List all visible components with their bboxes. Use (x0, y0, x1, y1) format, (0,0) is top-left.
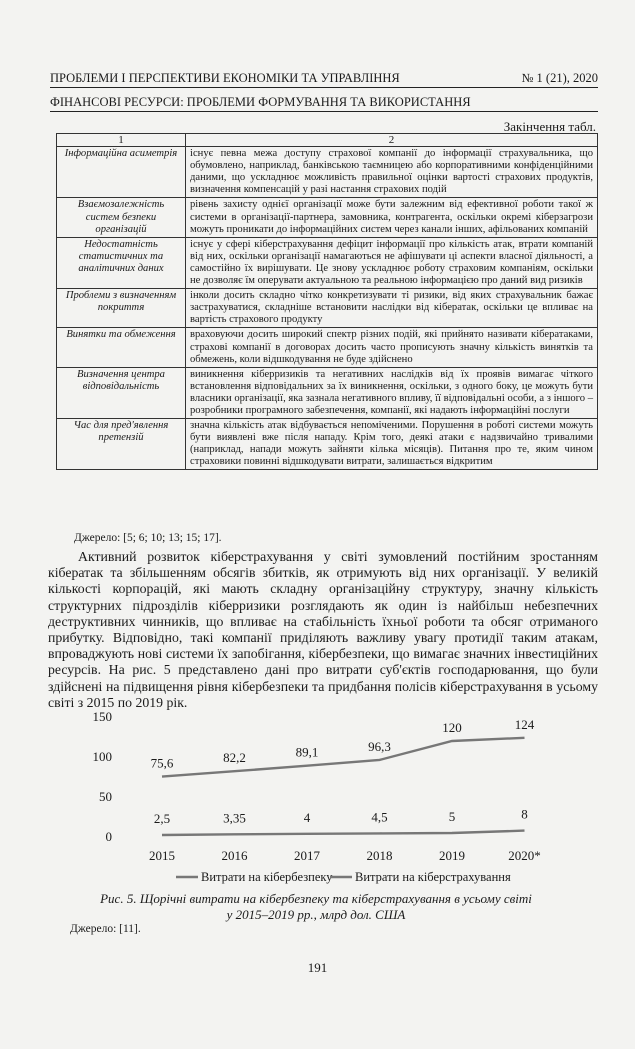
y-tick-label: 50 (99, 789, 112, 804)
data-label: 4 (303, 809, 311, 825)
x-tick-label: 2019 (439, 848, 465, 863)
row-description: рівень захисту однієї організації може бути залежним від ефективної роботи такої ж системи в організації-партнера, замовника, контрагента, оскільки окремі кіберзагрози можуть проникати до інформаційних систем через канали інших, афільованих компаній (186, 198, 598, 237)
row-term: Визначення центра відповідальність (57, 367, 186, 418)
data-label: 2,5 (153, 811, 171, 826)
y-tick-label: 150 (92, 709, 112, 724)
data-label: 4,5 (371, 809, 388, 825)
x-tick-label: 2016 (221, 848, 248, 863)
col-header-1: 1 (57, 134, 186, 147)
table-caption: Закінчення табл. (503, 119, 596, 134)
x-tick-label: 2020* (508, 848, 541, 863)
figure-caption (56, 891, 576, 922)
x-tick-label: 2018 (366, 848, 393, 863)
section-title: ФІНАНСОВІ РЕСУРСИ: ПРОБЛЕМИ ФОРМУВАННЯ ТА ВИКОРИСТАННЯ (50, 95, 598, 112)
y-tick-label: 0 (105, 829, 112, 844)
data-label: 8 (521, 806, 528, 822)
journal-title: ПРОБЛЕМИ І ПЕРСПЕКТИВИ ЕКОНОМІКИ ТА УПРАВЛІННЯ (50, 71, 400, 85)
col-header-2: 2 (186, 134, 598, 147)
data-label: 82,2 (223, 750, 246, 766)
x-tick-label: 2017 (294, 848, 320, 863)
data-label: 96,3 (368, 738, 391, 754)
page-number: 191 (307, 960, 328, 975)
data-label: 124 (514, 716, 535, 732)
data-label: 3,35 (223, 810, 246, 826)
data-label: 89,1 (295, 744, 319, 760)
row-term: Час для пред'явлення претензій (57, 419, 186, 470)
legend-label-1: Витрати на кібербезпеку (201, 870, 333, 884)
figure-caption-line-1: Рис. 5. Щорічні витрати на кібербезпеку та кіберстрахування в усьому світі (100, 891, 532, 906)
series-line-2 (162, 831, 525, 835)
data-label: 75,6 (150, 755, 174, 771)
issue-number: № 1 (21), 2020 (521, 71, 598, 85)
table-source: Джерело: [5; 6; 10; 13; 15; 17]. (74, 532, 222, 544)
row-term: Проблеми з визначенням покриття (57, 289, 186, 328)
row-description: враховуючи досить широкий спектр різних подій, які прийнято називати кібератаками, страхові компанії в договорах досить часто прописують значну кількість винятків та обмежень, коли відшкодування не буде здійснено (186, 328, 598, 367)
figure-source: Джерело: [11]. (70, 923, 141, 935)
row-description: існує певна межа доступу страхової компанії до інформації страхувальника, що обумовлено, наприклад, банківською таємницею або корпоративними конфіденційними даними, що ускладнює можливість правильної оцінки вартості страхових продуктів, визначення компенсацій у разі настання страхових подій (186, 147, 598, 198)
row-term: Інформаційна асиметрія (57, 147, 186, 198)
legend-label-2: Витрати на кіберстрахування (355, 870, 511, 884)
x-tick-label: 2015 (149, 848, 175, 863)
data-label: 5 (448, 809, 456, 824)
row-description: виникнення кіберризиків та негативних наслідків від їх проявів вимагає чіткого встановлення відповідальних за їх виникнення, оскільки, з одного боку, це можуть бути власники організації, яка зазнала негативного впливу, її відповідальні особи, а з іншого – розробники програмного забезпечення, компанії, які надають інформаційні послуги (186, 367, 598, 418)
row-term: Взаємозалежність систем безпеки організацій (57, 198, 186, 237)
row-term: Винятки та обмеження (57, 328, 186, 367)
series-line-1 (162, 738, 525, 777)
row-description: інколи досить складно чітко конкретизувати ті ризики, від яких страхувальник бажає застрахуватися, складніше встановити наслідки від кібератак, оскільки це впливає на вартість страхового продукту (186, 289, 598, 328)
y-tick-label: 100 (92, 749, 112, 764)
figure-caption-line-2: у 2015–2019 рр., млрд дол. США (226, 906, 406, 922)
row-term: Недостатність статистичних та аналітичних даних (57, 237, 186, 288)
row-description: існує у сфері кіберстрахування дефіцит інформації про кількість атак, втрати компаній від них, оскільки організації намагаються не афішувати ці аспекти власної діяльності, а самостійно їх вирішувати. Це знову ускладнює роботу страховим компаніям, оскільки не дозволяє їм оперувати актуальною та реальною інформацією про даний вид ризиків (186, 237, 598, 288)
row-description: значна кількість атак відбувається непоміченими. Порушення в роботі системи можуть бути виявлені вже після нападу. Крім того, деякі атаки є надзвичайно тривалими (наприклад, напади можуть зайняти кілька місяців). Питання про те, яким чином страховики повинні відшкодувати витрати, залишається відкритим (186, 419, 598, 470)
body-paragraph: Активний розвиток кіберстрахування у світі зумовлений постійним зростанням кібератак та збільшенням обсягів збитків, як отримують від них організації. У великій кількості корпорацій, які мають складну організаційну структуру, значну кількість структурних підрозділів кіберризики розглядають як один із найбільш небезпечних деструктивних чинників, що впливає на стабільність їхньої роботи та обсяг отриманого прибутку. Відповідно, такі компанії приділяють важливу увагу протидії таким атакам, впроваджують нові системи їх запобігання, кібербезпеки, що вимагає значних інвестиційних ресурсів. На рис. 5 представлено дані про витрати суб'єктів господарювання, що були здійснені на підвищення рівня кібербезпеки та придбання полісів кіберстрахування в усьому світі з 2015 по 2019 рік. (48, 549, 598, 710)
data-label: 120 (442, 720, 462, 735)
